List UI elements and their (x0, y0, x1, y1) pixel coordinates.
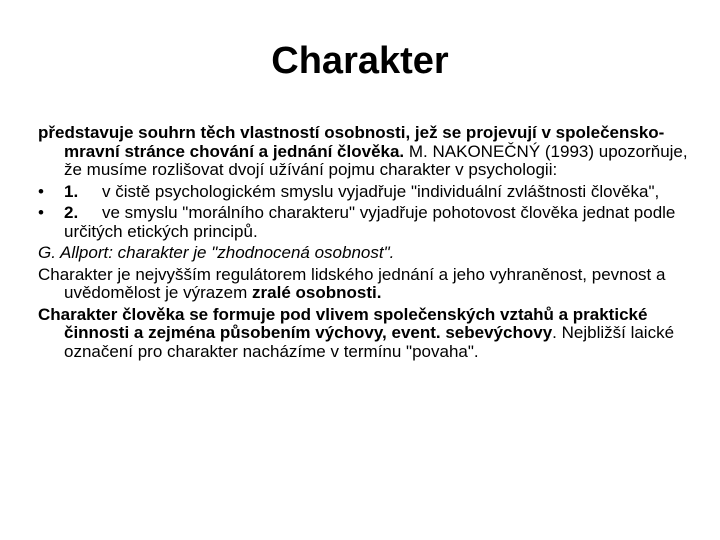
bullet-number: 1. (64, 181, 79, 201)
regulator-bold: zralé osobnosti. (252, 283, 382, 302)
paragraph-definition (38, 124, 688, 180)
definition-text: představuje souhrn těch vlastností osobnosti, jež se projevují v společensko-mravní stránce chování a jednání člověka. (38, 123, 665, 161)
bullet-number: 2. (64, 203, 79, 222)
formation-bold: Charakter člověka se formuje pod vlivem společenských vztahů a praktické činnosti a zejména působením výchovy, event. sebevýchovy (38, 304, 648, 342)
regulator-text: Charakter je nejvyšším regulátorem lidského jednání a jeho vyhraněnost, pevnost a uvědomělost je výrazem (38, 264, 666, 302)
slide-body (38, 124, 688, 364)
paragraph-allport: G. Allport: charakter je "zhodnocená osobnost". (38, 243, 395, 262)
formation-text: . Nejbližší laické označení pro charakter nacházíme v termínu "povaha". (64, 323, 675, 361)
bullet-icon: • (38, 203, 44, 222)
bullet-item-1 (38, 183, 688, 202)
bullet-icon: • (38, 181, 44, 201)
bullet-item-2 (38, 204, 688, 241)
slide-title: Charakter (271, 40, 449, 82)
bullet-text: ve smyslu "morálního charakteru" vyjadřuje pohotovost člověka jednat podle určitých etických principů. (64, 203, 676, 241)
paragraph-regulator (38, 266, 688, 303)
paragraph-formation (38, 306, 688, 362)
bullet-text: v čistě psychologickém smyslu vyjadřuje "individuální zvláštnosti člověka", (102, 181, 660, 201)
definition-continuation: M. NAKONEČNÝ (1993) upozorňuje, že musíme rozlišovat dvojí užívání pojmu charakter v psychologii: (64, 141, 688, 179)
